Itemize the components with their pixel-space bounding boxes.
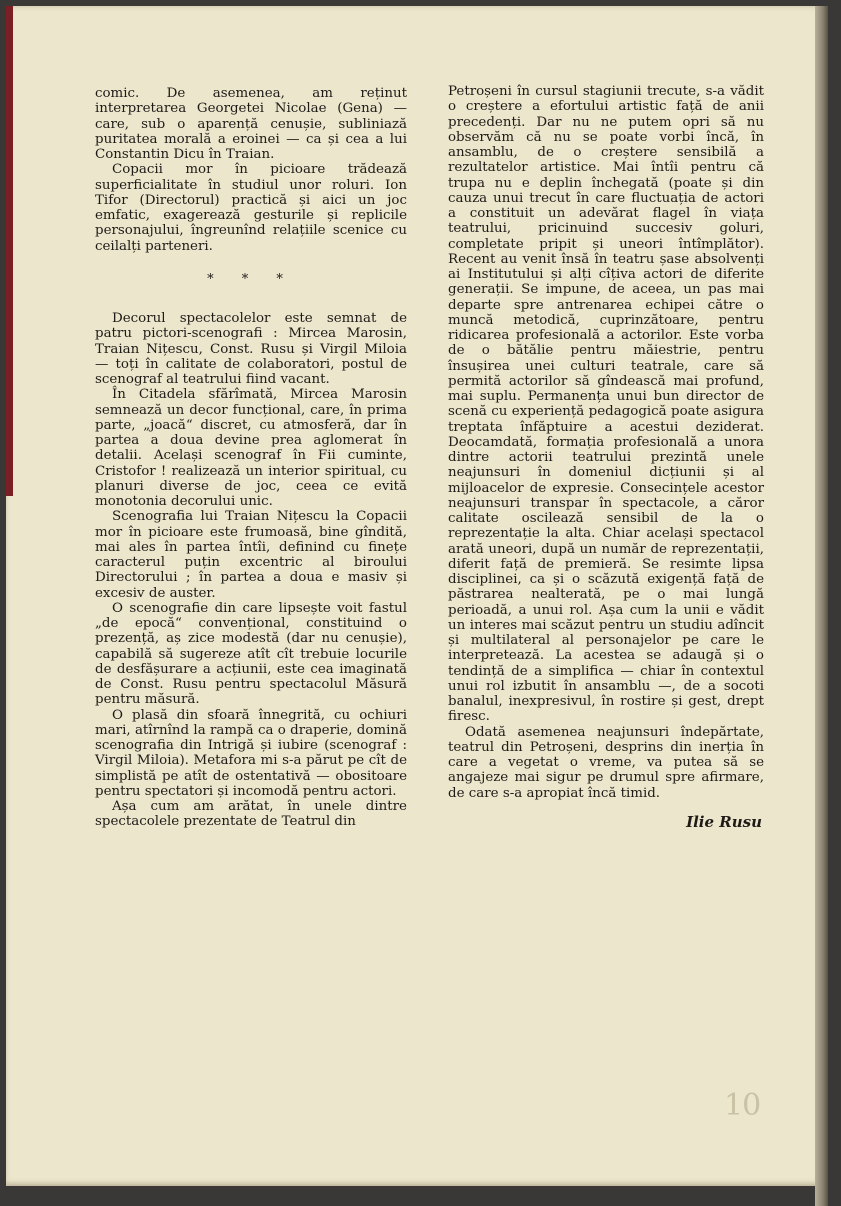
left-column <box>95 86 407 830</box>
paragraph: Copacii mor în picioare trădează superficialitate în studiul unor roluri. Ion Tifor (Directorul) practică și aici un joc emfatic, exagerează gesturile și replicile personajului, îngreunînd relațiile scenice cu ceilalți parteneri. <box>95 162 407 254</box>
paragraph: O plasă din sfoară înnegrită, cu ochiuri mari, atîrnînd la rampă ca o draperie, domină scenografia din Intrigă și iubire (scenograf : Virgil Miloia). Metafora mi s-a părut pe cît de simplistă pe atît de ostentativă — obositoare pentru spectatori și incomodă pentru actori. <box>95 707 407 799</box>
paragraph: comic. De asemenea, am reținut interpretarea Georgetei Nicolae (Gena) — care, sub o aparență cenușie, subliniază puritatea morală a eroinei — ca și cea a lui Constantin Dicu în Traian. <box>95 86 407 162</box>
page-edge <box>815 6 828 1206</box>
page-number: 10 <box>724 1088 761 1123</box>
section-separator: * * * <box>207 271 295 287</box>
magazine-page <box>6 6 828 1186</box>
right-column <box>448 84 764 830</box>
paragraph: În Citadela sfărîmată, Mircea Marosin semnează un decor funcțional, care, în prima parte, „joacă“ discret, cu atmosferă, dar în partea a doua devine prea aglomerat în detalii. Același scenograf în Fii cuminte, Cristofor ! realizează un interior spiritual, cu planuri diverse de joc, ceea ce evită monotonia decorului unic. <box>95 387 407 509</box>
author-signature: Ilie Rusu <box>686 812 762 831</box>
paragraph: Decorul spectacolelor este semnat de patru pictori-scenografi : Mircea Marosin, Traian Nițescu, Const. Rusu și Virgil Miloia — toți în calitate de colaboratori, postul de scenograf al teatrului fiind vacant. <box>95 311 407 387</box>
binding-spine <box>6 6 13 496</box>
paragraph: Așa cum am arătat, în unele dintre spectacolele prezentate de Teatrul din <box>95 799 407 830</box>
paragraph: O scenografie din care lipsește voit fastul „de epocă“ convențional, constituind o prezență, aș zice modestă (dar nu cenușie), capabilă să sugereze atît cît trebuie locurile de desfășurare a acțiunii, este cea imaginată de Const. Rusu pentru spectacolul Măsură pentru măsură. <box>95 600 407 708</box>
paragraph: Petroșeni în cursul stagiunii trecute, s-a vădit o creștere a efortului artistic față de anii precedenți. Dar nu ne putem opri să nu observăm că nu se poate vorbi încă, în ansamblu, de o creștere sensibilă a rezultatelor artistice. Mai întîi pentru că trupa nu e deplin închegată (poate și din cauza unui trecut în care fluctuația de actori a constituit un adevărat flagel în viața teatrului, pricinuind succesiv goluri, completate pripit și uneori întîmplător). Recent au venit însă în teatru șase absolvenți ai Institutului și alți cîțiva actori de diferite generații. Se impune, de aceea, un pas mai departe spre antrenarea echipei către o muncă metodică, cuprinzătoare, pentru ridicarea profesională a actorilor. Este vorba de o bătălie pentru măiestrie, pentru însușirea unei culturi teatrale, care să permită actorilor să gîndească mai profund, mai suplu. Permanența unui bun director de scenă cu experiență pedagogică poate asigura treptata înfăptuire a acestui deziderat. Deocamdată, formația profesională a unora dintre actorii teatrului prezintă unele neajunsuri în domeniul dicțiunii și al mijloacelor de expresie. Consecințele acestor neajunsuri transpar în spectacole, a căror calitate oscilează sensibil de la o reprezentație la alta. Chiar același spectacol arată uneori, după un număr de reprezentații, diferit față de premieră. Se resimte lipsa disciplinei, ca și o scăzută exigență față de păstrarea nealterată, pe o mai lungă perioadă, a unui rol. Așa cum la unii e vădit un interes mai scăzut pentru un studiu adîncit și multilateral al personajelor pe care le interpretează. La acestea se adaugă și o tendință de a simplifica — chiar în contextul unui rol izbutit în ansamblu —, de a socoti banalul, inexpresivul, în rostire și gest, drept firesc. <box>448 84 764 725</box>
paragraph: Odată asemenea neajunsuri îndepărtate, teatrul din Petroșeni, desprins din inerția în care a vegetat o vreme, va putea să se angajeze mai sigur pe drumul spre afirmare, de care s-a apropiat încă timid. <box>448 724 764 801</box>
paragraph: Scenografia lui Traian Nițescu la Copacii mor în picioare este frumoasă, bine gîndită, mai ales în partea întîi, definind cu finețe caracterul puțin excentric al biroului Directorului ; în partea a doua e masiv și excesiv de auster. <box>95 509 407 601</box>
